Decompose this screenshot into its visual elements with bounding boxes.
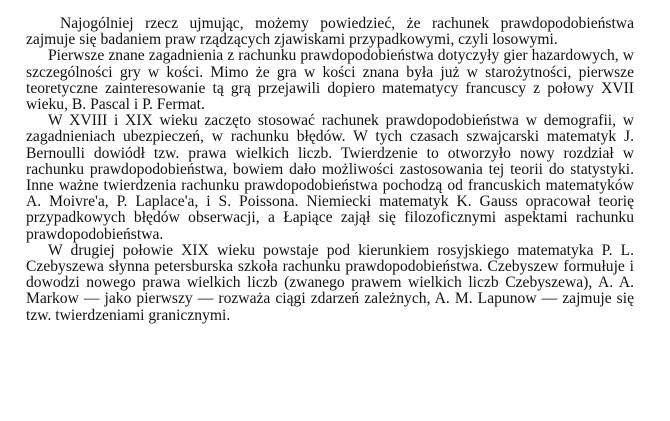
paragraph-petersburg-school: W drugiej połowie XIX wieku powstaje pod kierunkiem rosyjskiego matematyka P. L. Czebyszewa słynna petersburska szkoła rachunku prawdopodobieństwa. Czebyszew formułuje i dowodzi nowego prawa wielkich liczb (zwanego prawem wielkich liczb Czebyszewa), A. A. Markow — jako pierwszy — rozważa ciągi zdarzeń zależnych, A. M. Lapunow — zajmuje się tzw. twierdzeniami granicznymi. (26, 241, 634, 324)
paragraph-history-games: Pierwsze znane zagadnienia z rachunku prawdopodobieństwa dotyczyły gier hazardowych, w szczególności gry w kości. Mimo że gra w kości znana była już w starożytności, pierwsze teoretyczne zainteresowanie tą grą przejawili dopiero matematycy francuscy z połowy XVII wieku, B. Pascal i P. Fermat. (26, 47, 634, 114)
document-text-block (26, 16, 634, 324)
paragraph-18th-19th-century: W XVIII i XIX wieku zaczęto stosować rachunek prawdopodobieństwa w demografii, w zagadnieniach ubezpieczeń, w rachunku błędów. W tych czasach szwajcarski matematyk J. Bernoulli dowiódł tzw. prawa wielkich liczb. Twierdzenie to otworzyło nowy rozdział w rachunku prawdopodobieństwa, bowiem dało możliwości zastosowania tej teorii do statystyki. Inne ważne twierdzenia rachunku prawdopodobieństwa pochodzą od francuskich matematyków A. Moivre'a, P. Laplace'a, i S. Poissona. Niemiecki matematyk K. Gauss opracował teorię przypadkowych błędów obserwacji, a Łapiące zajął się filozoficznymi aspektami rachunku prawdopodobieństwa. (26, 112, 634, 243)
paragraph-introduction: Najogólniej rzecz ujmując, możemy powiedzieć, że rachunek prawdopodobieństwa zajmuje się badaniem praw rządzących zjawiskami przypadkowymi, czyli losowymi. (26, 15, 634, 49)
